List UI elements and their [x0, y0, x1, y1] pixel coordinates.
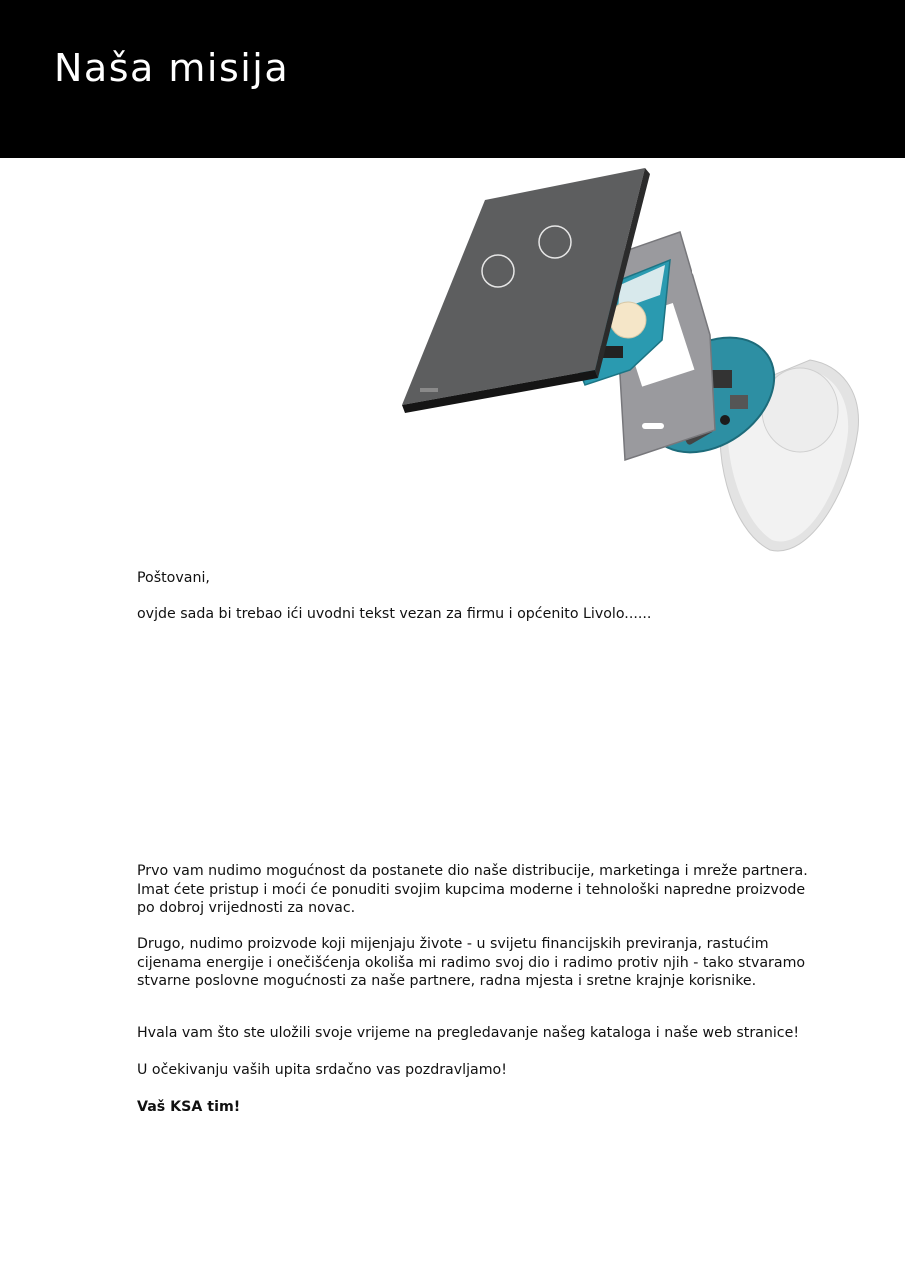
product-image	[380, 160, 880, 560]
closing-text: U očekivanju vaših upita srdačno vas pozdravljamo!	[137, 1062, 507, 1078]
page-title: Naša misija	[54, 46, 290, 90]
header-band	[0, 0, 905, 158]
signature-text: Vaš KSA tim!	[137, 1099, 241, 1115]
intro-text: ovjde sada bi trebao ići uvodni tekst vezan za firmu i općenito Livolo......	[137, 606, 652, 622]
mission-paragraph-first: Prvo vam nudimo mogućnost da postanete dio naše distribucije, marketinga i mreže partnera. Imat ćete pristup i moći će ponuditi svojim kupcima moderne i tehnološki napredne proizvode po dobroj vrijednosti za novac.	[137, 863, 808, 916]
thanks-text: Hvala vam što ste uložili svoje vrijeme na pregledavanje našeg kataloga i naše web stranice!	[137, 1025, 800, 1041]
greeting-text: Poštovani,	[137, 570, 210, 586]
mission-paragraph-second: Drugo, nudimo proizvode koji mijenjaju živote - u svijetu financijskih previranja, rastućim cijenama energije i onečišćenja okoliša mi radimo svoj dio i radimo protiv njih - tako stvaramo stvarne poslovne mogućnosti za naše partnere, radna mjesta i sretne krajnje korisnike.	[137, 936, 806, 989]
